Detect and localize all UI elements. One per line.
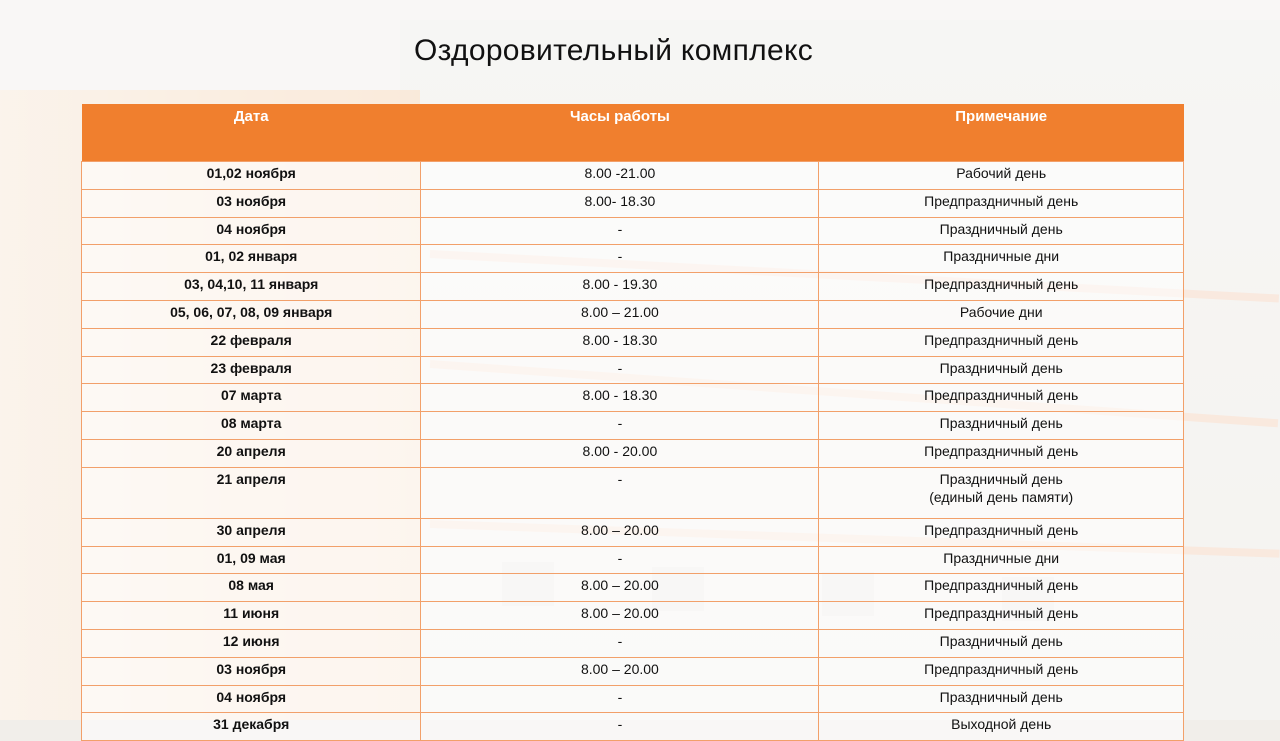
hours-cell: 8.00 - 19.30 — [421, 273, 819, 301]
table-header-row — [82, 104, 1184, 162]
table-row — [82, 713, 1184, 741]
note-cell: Рабочий день — [819, 162, 1184, 190]
hours-cell: 8.00 – 21.00 — [421, 300, 819, 328]
note-cell: Предпраздничный день — [819, 273, 1184, 301]
date-cell: 03 ноября — [82, 189, 421, 217]
table-row — [82, 439, 1184, 467]
table-row — [82, 189, 1184, 217]
hours-cell: 8.00 - 18.30 — [421, 384, 819, 412]
note-cell: Праздничный день — [819, 412, 1184, 440]
hours-cell: - — [421, 685, 819, 713]
note-cell: Праздничный день — [819, 217, 1184, 245]
table-row — [82, 356, 1184, 384]
date-cell: 08 марта — [82, 412, 421, 440]
date-cell: 07 марта — [82, 384, 421, 412]
table-row — [82, 629, 1184, 657]
header-note: Примечание — [819, 104, 1184, 162]
note-cell: Предпраздничный день — [819, 518, 1184, 546]
note-cell: Предпраздничный день — [819, 384, 1184, 412]
hours-cell: - — [421, 629, 819, 657]
note-cell: Праздничный день — [819, 629, 1184, 657]
note-cell: Праздничные дни — [819, 245, 1184, 273]
hours-cell: - — [421, 467, 819, 518]
table-row — [82, 245, 1184, 273]
note-cell: Предпраздничный день — [819, 574, 1184, 602]
date-cell: 20 апреля — [82, 439, 421, 467]
date-cell: 22 февраля — [82, 328, 421, 356]
table-row — [82, 467, 1184, 518]
hours-cell: - — [421, 245, 819, 273]
table-row — [82, 412, 1184, 440]
date-cell: 01, 09 мая — [82, 546, 421, 574]
date-cell: 11 июня — [82, 602, 421, 630]
table-row — [82, 162, 1184, 190]
table-row — [82, 518, 1184, 546]
table-row — [82, 384, 1184, 412]
header-hours: Часы работы — [421, 104, 819, 162]
hours-cell: - — [421, 217, 819, 245]
note-cell: Праздничный день — [819, 685, 1184, 713]
table-row — [82, 328, 1184, 356]
hours-cell: - — [421, 713, 819, 741]
hours-cell: 8.00 – 20.00 — [421, 602, 819, 630]
date-cell: 08 мая — [82, 574, 421, 602]
hours-cell: 8.00 - 18.30 — [421, 328, 819, 356]
table-row — [82, 546, 1184, 574]
table-row — [82, 574, 1184, 602]
date-cell: 23 февраля — [82, 356, 421, 384]
date-cell: 03 ноября — [82, 657, 421, 685]
table-row — [82, 657, 1184, 685]
note-cell: Предпраздничный день — [819, 189, 1184, 217]
hours-cell: 8.00 – 20.00 — [421, 574, 819, 602]
date-cell: 04 ноября — [82, 685, 421, 713]
hours-cell: 8.00 -21.00 — [421, 162, 819, 190]
note-cell: Предпраздничный день — [819, 328, 1184, 356]
note-cell: Предпраздничный день — [819, 657, 1184, 685]
schedule-table — [81, 104, 1184, 741]
note-cell: Предпраздничный день — [819, 439, 1184, 467]
table-row — [82, 602, 1184, 630]
date-cell: 03, 04,10, 11 января — [82, 273, 421, 301]
date-cell: 21 апреля — [82, 467, 421, 518]
hours-cell: 8.00 - 20.00 — [421, 439, 819, 467]
table-body — [82, 162, 1184, 741]
table-row — [82, 300, 1184, 328]
note-cell: Праздничный день (единый день памяти) — [819, 467, 1184, 518]
note-cell: Рабочие дни — [819, 300, 1184, 328]
date-cell: 01,02 ноября — [82, 162, 421, 190]
header-date: Дата — [82, 104, 421, 162]
table-row — [82, 685, 1184, 713]
date-cell: 30 апреля — [82, 518, 421, 546]
date-cell: 01, 02 января — [82, 245, 421, 273]
hours-cell: 8.00- 18.30 — [421, 189, 819, 217]
note-cell: Предпраздничный день — [819, 602, 1184, 630]
hours-cell: - — [421, 356, 819, 384]
hours-cell: - — [421, 412, 819, 440]
date-cell: 05, 06, 07, 08, 09 января — [82, 300, 421, 328]
note-cell: Праздничный день — [819, 356, 1184, 384]
hours-cell: - — [421, 546, 819, 574]
date-cell: 31 декабря — [82, 713, 421, 741]
hours-cell: 8.00 – 20.00 — [421, 518, 819, 546]
date-cell: 04 ноября — [82, 217, 421, 245]
page-title: Оздоровительный комплекс — [414, 34, 814, 67]
note-cell: Праздничные дни — [819, 546, 1184, 574]
note-cell: Выходной день — [819, 713, 1184, 741]
date-cell: 12 июня — [82, 629, 421, 657]
table-row — [82, 273, 1184, 301]
hours-cell: 8.00 – 20.00 — [421, 657, 819, 685]
table-row — [82, 217, 1184, 245]
